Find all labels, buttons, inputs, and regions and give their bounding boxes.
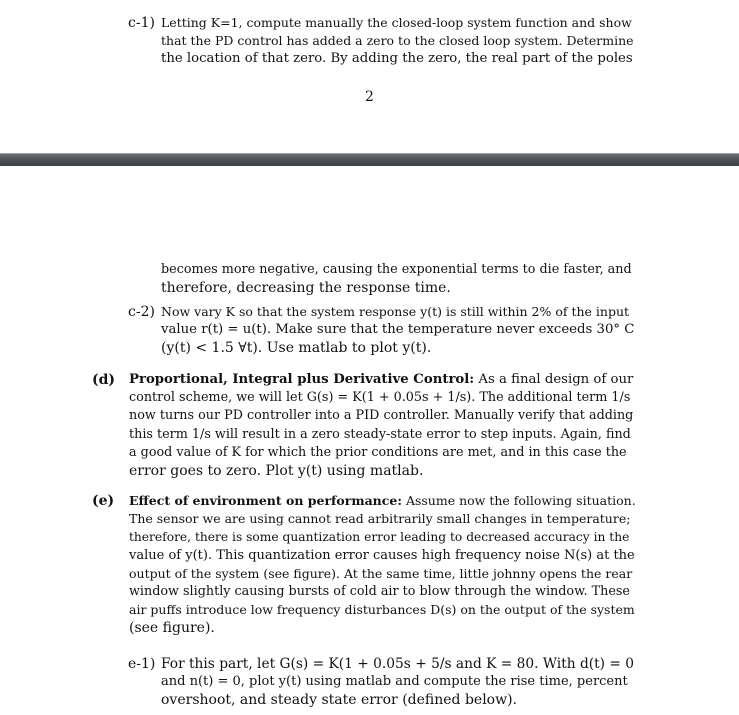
section-d-heading: Proportional, Integral plus Derivative Control: (129, 372, 475, 387)
text-line: Now vary K so that the system response y(t) is still within 2% of the input (161, 304, 630, 319)
page-top-margin (0, 166, 739, 214)
item-label-c1: c-1) (128, 15, 155, 31)
text-line: (y(t) < 1.5 ∀t). Use matlab to plot y(t). (161, 340, 432, 357)
text-line: and n(t) = 0, plot y(t) using matlab and compute the rise time, percent (161, 674, 628, 690)
text-line: becomes more negative, causing the exponential terms to die faster, and (161, 262, 632, 277)
text-line: window slightly causing bursts of cold air to blow through the window. These (129, 584, 630, 600)
item-c2-text (161, 303, 636, 358)
section-e-text (129, 492, 637, 638)
text-line: therefore, decreasing the response time. (161, 280, 451, 297)
section-d-text (129, 371, 635, 480)
section-label-e: (e) (92, 493, 115, 509)
text-line: (see figure). (129, 620, 215, 637)
text-line: Assume now the following situation. (405, 493, 636, 508)
item-e1-text (161, 655, 636, 710)
text-line: air puffs introduce low frequency disturbances D(s) on the output of the system (129, 602, 635, 618)
text-line: Letting K=1, compute manually the closed-loop system function and show (161, 15, 632, 30)
text-line: therefore, there is some quantization error leading to decreased accuracy in the (129, 530, 630, 545)
page-separator (0, 153, 739, 167)
page-number: 2 (365, 89, 374, 105)
text-line: value r(t) = u(t). Make sure that the temperature never exceeds 30° C (161, 322, 635, 338)
text-line: error goes to zero. Plot y(t) using matlab. (129, 463, 424, 480)
section-label-d: (d) (92, 372, 116, 388)
text-line: now turns our PD controller into a PID controller. Manually verify that adding (129, 408, 634, 424)
text-line: The sensor we are using cannot read arbitrarily small changes in temperature; (129, 511, 631, 527)
text-line: that the PD control has added a zero to the closed loop system. Determine (161, 33, 634, 49)
item-c1-continuation (161, 261, 636, 297)
item-c1-text (161, 14, 636, 69)
section-e-heading: Effect of environment on performance: (129, 493, 402, 508)
text-line: control scheme, we will let G(s) = K(1 + 0.05s + 1/s). The additional term 1/s (129, 390, 631, 406)
text-line: a good value of K for which the prior conditions are met, and in this case the (129, 444, 627, 460)
text-line: output of the system (see figure). At the same time, little johnny opens the rear (129, 565, 633, 581)
text-line: value of y(t). This quantization error causes high frequency noise N(s) at the (129, 547, 635, 563)
text-line: As a final design of our (478, 372, 634, 387)
text-line: overshoot, and steady state error (defined below). (161, 692, 518, 709)
text-line: For this part, let G(s) = K(1 + 0.05s + 5/s and K = 80. With d(t) = 0 (161, 656, 635, 672)
text-line: the location of that zero. By adding the zero, the real part of the poles (161, 51, 633, 67)
text-line: this term 1/s will result in a zero steady-state error to step inputs. Again, find (129, 426, 631, 442)
item-label-e1: e-1) (128, 656, 156, 672)
item-label-c2: c-2) (128, 304, 155, 320)
